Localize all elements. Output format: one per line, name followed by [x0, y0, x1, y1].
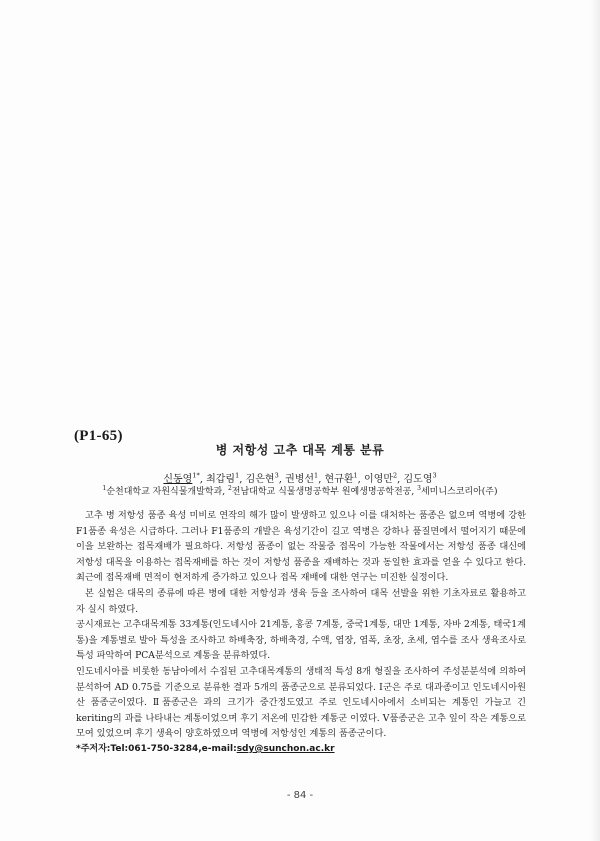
contact-label: *주저자:: [76, 743, 111, 754]
author-sup: 3: [274, 471, 279, 480]
affiliation-sup: 1: [102, 485, 107, 492]
body-paragraph: 인도네시아를 비롯한 동남아에서 수집된 고추대목계통의 생태적 특성 8개 형질을 조사하여 주성분분석에 의하여 분석하여 AD 0.75를 기준으로 분류한 결과 5개의 품종군으로 분류되었다. Ⅰ군은 주로 대과종이고 인도네시아원산 품종군이였다. Ⅱ품종군은 과의 크기가 중간정도였고 주로 인도네시아에서 소비되는 계통인 가늘고 긴 keriting의 과를 나타내는 계통이었으며 후기 저온에 민감한 계통군 이였다. Ⅴ품종군은 고추 잎이 작은 계통으로 모여 있었으며 후기 생육이 양호하였으며 역병에 저항성인 계통의 품종군이다.: [76, 665, 526, 740]
page-number: - 84 -: [286, 790, 314, 801]
affiliation-sup: 2: [227, 485, 232, 492]
author-name: 이영만: [364, 474, 394, 485]
author-name: 권병선: [285, 474, 315, 485]
page-edge: [590, 0, 600, 841]
affiliation-text: 순천대학교 자원식물개발학과,: [106, 487, 226, 497]
author-list: 신동영$^{1*}$, 최갑림$^1$, 김은현$^3$, 권병선$^1$, 현규환$^1$, 이영만$^2$, 김도영$^3$: [163, 471, 437, 485]
affiliation-text: 전남대학교 식물생명공학부 원예생명공학전공,: [231, 487, 415, 497]
body-paragraph: 본 실험은 대목의 종류에 따른 병에 대한 저항성과 생육 등을 조사하여 대목 선발을 위한 기초자료로 활용하고 자 실시 하였다.: [76, 587, 526, 615]
body-paragraph: 공시재료는 고추대목계통 33계통(인도네시아 21계통, 홍콩 7계통, 중국1계통, 대만 1계통, 자바 2계통, 태국1계통)을 계통별로 발아 특성을 조사하고 하배축장, 하배축경, 수액, 엽장, 엽폭, 초장, 초세, 엽수를 조사 생육조사로 특성 파악하여 PCA분석으로 계통을 분류하였다.: [76, 619, 526, 662]
affiliation-sup: 3: [417, 485, 421, 492]
author-sup: 1*: [192, 471, 200, 480]
author-name: 김도영: [403, 474, 433, 485]
contact-line: [76, 742, 526, 758]
affiliation-list: [0, 484, 600, 497]
abstract-body: [76, 508, 526, 758]
author-name: 최갑림: [206, 474, 236, 485]
paper-title: 병 저항성 고추 대목 계통 분류: [215, 443, 385, 457]
author-name: 현규환: [324, 474, 354, 485]
author-name: 신동영: [163, 474, 193, 485]
author-sup: 1: [353, 471, 358, 480]
session-code: (P1-65): [74, 428, 123, 444]
author-sup: 1: [235, 471, 240, 480]
contact-email-link[interactable]: sdy@sunchon.ac.kr: [236, 743, 335, 754]
author-sup: 1: [314, 471, 319, 480]
contact-tel: Tel:061-750-3284,: [110, 743, 202, 754]
affiliation-text: 세미니스코리아(주): [420, 487, 498, 497]
body-paragraph: 고추 병 저항성 품종 육성 미비로 연작의 해가 많이 발생하고 있으나 이를 대처하는 품종은 없으며 역병에 강한 F1품종 육성은 시급하다. 그러나 F1품종의 개발은 육성기간이 길고 역병은 강하나 품질면에서 떨어지기 때문에 이을 보완하는 접목재배가 필요하다. 저항성 품종이 없는 작물중 접목이 가능한 작물에서는 저항성 품종 대신에 저항성 대목을 이용하는 접목재배를 하는 것이 저항성 품종을 재배하는 것과 동일한 효과를 얻을 수 있다고 한다. 최근에 접목재배 면적이 현저하게 증가하고 있으나 접목 재배에 대한 연구는 미진한 실정이다.: [76, 510, 526, 584]
contact-email-prefix: e-mail:: [201, 743, 237, 754]
author-sup: 3: [432, 471, 437, 480]
author-sup: 2: [393, 471, 398, 480]
author-name: 김은현: [245, 474, 275, 485]
